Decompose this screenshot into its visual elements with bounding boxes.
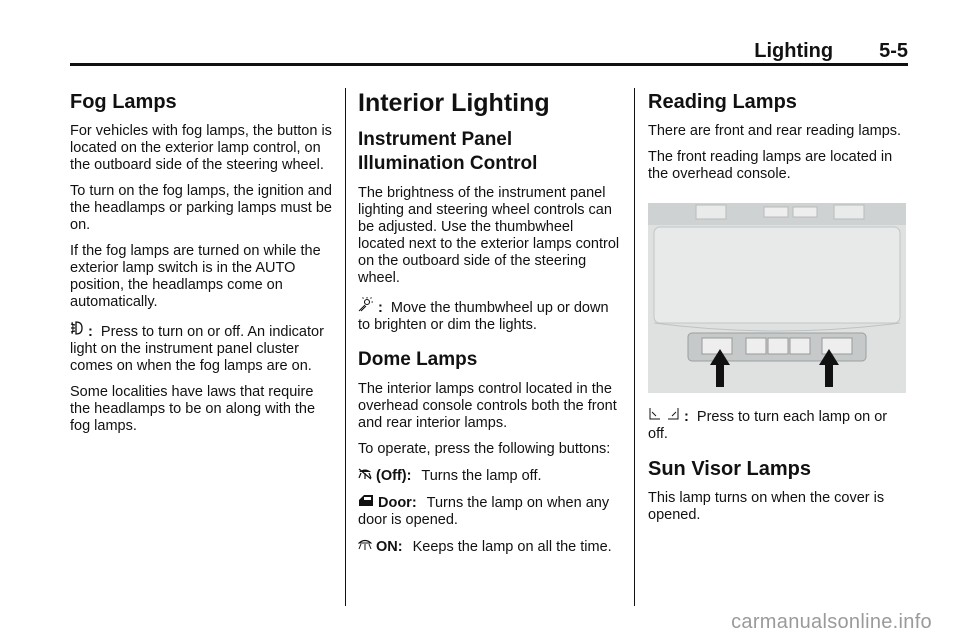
paragraph [358, 296, 622, 334]
reading-lamp-text: Press to turn each lamp on or off. [648, 409, 888, 442]
column-reading-lamps [648, 88, 910, 533]
page-number: 5-5 [879, 40, 908, 62]
paragraph: This lamp turns on when the cover is opened. [648, 490, 885, 523]
reading-lamps-heading: Reading Lamps [648, 91, 797, 113]
dome-on-icon [358, 538, 372, 555]
symbol-colon: : [684, 409, 689, 425]
dome-off-icon [358, 467, 372, 484]
dimmer-text: Move the thumbwheel up or down to brighten or dim the lights. [358, 300, 609, 333]
paragraph: There are front and rear reading lamps. [648, 123, 902, 139]
interior-lighting-heading: Interior Lighting [358, 89, 550, 117]
instrument-panel-heading: Instrument Panel Illumination Control [358, 129, 538, 174]
dome-lamps-heading: Dome Lamps [358, 349, 478, 370]
overhead-console-illustration [648, 203, 906, 393]
door-label: Door: [378, 495, 417, 511]
paragraph [358, 494, 622, 529]
paragraph: The front reading lamps are located in the overhead console. [648, 149, 893, 182]
page-header [754, 40, 908, 63]
fog-lamps-heading: Fog Lamps [70, 91, 177, 113]
on-text: Keeps the lamp on all the time. [412, 539, 612, 555]
header-rule [70, 63, 908, 66]
paragraph: Some localities have laws that require the headlamps to be on along with the fog lamps. [70, 384, 316, 434]
symbol-colon: : [378, 300, 383, 316]
section-title: Lighting [754, 40, 834, 62]
paragraph [70, 320, 335, 375]
fog-lamp-icon [70, 320, 84, 340]
off-text: Turns the lamp off. [421, 468, 542, 484]
paragraph [358, 538, 622, 556]
paragraph: To operate, press the following buttons: [358, 441, 611, 457]
dimmer-icon [358, 296, 374, 316]
column-divider [634, 88, 635, 606]
reading-lamp-right-icon [666, 407, 680, 425]
paragraph: If the fog lamps are turned on while the exterior lamp switch is in the AUTO position, the headlamps come on automatically. [70, 243, 321, 310]
door-icon [358, 494, 374, 511]
fog-lamp-text: Press to turn on or off. An indicator light on the instrument panel cluster comes on when the fog lamps are on. [70, 324, 324, 374]
reading-lamp-left-icon [648, 407, 662, 425]
column-interior-lighting [358, 88, 622, 565]
paragraph: The interior lamps control located in the overhead console controls both the front and rear interior lamps. [358, 381, 617, 431]
paragraph [358, 467, 622, 485]
watermark: carmanualsonline.info [731, 611, 932, 633]
off-label: (Off): [376, 468, 412, 484]
paragraph: For vehicles with fog lamps, the button is located on the exterior lamp control, on the outboard side of the steering wheel. [70, 123, 332, 173]
on-label: ON: [376, 539, 403, 555]
column-fog-lamps [70, 88, 335, 444]
overhead-console-image [648, 203, 906, 393]
symbol-colon: : [88, 324, 93, 340]
sun-visor-lamps-heading: Sun Visor Lamps [648, 458, 812, 480]
paragraph: To turn on the fog lamps, the ignition and the headlamps or parking lamps must be on. [70, 183, 332, 233]
column-divider [345, 88, 346, 606]
paragraph [648, 407, 910, 443]
door-text: Turns the lamp on when any door is opened. [358, 495, 610, 528]
paragraph: The brightness of the instrument panel lighting and steering wheel controls can be adjusted. Use the thumbwheel located next to the exterior lamps control on the outboard side of the steering wheel. [358, 185, 620, 286]
